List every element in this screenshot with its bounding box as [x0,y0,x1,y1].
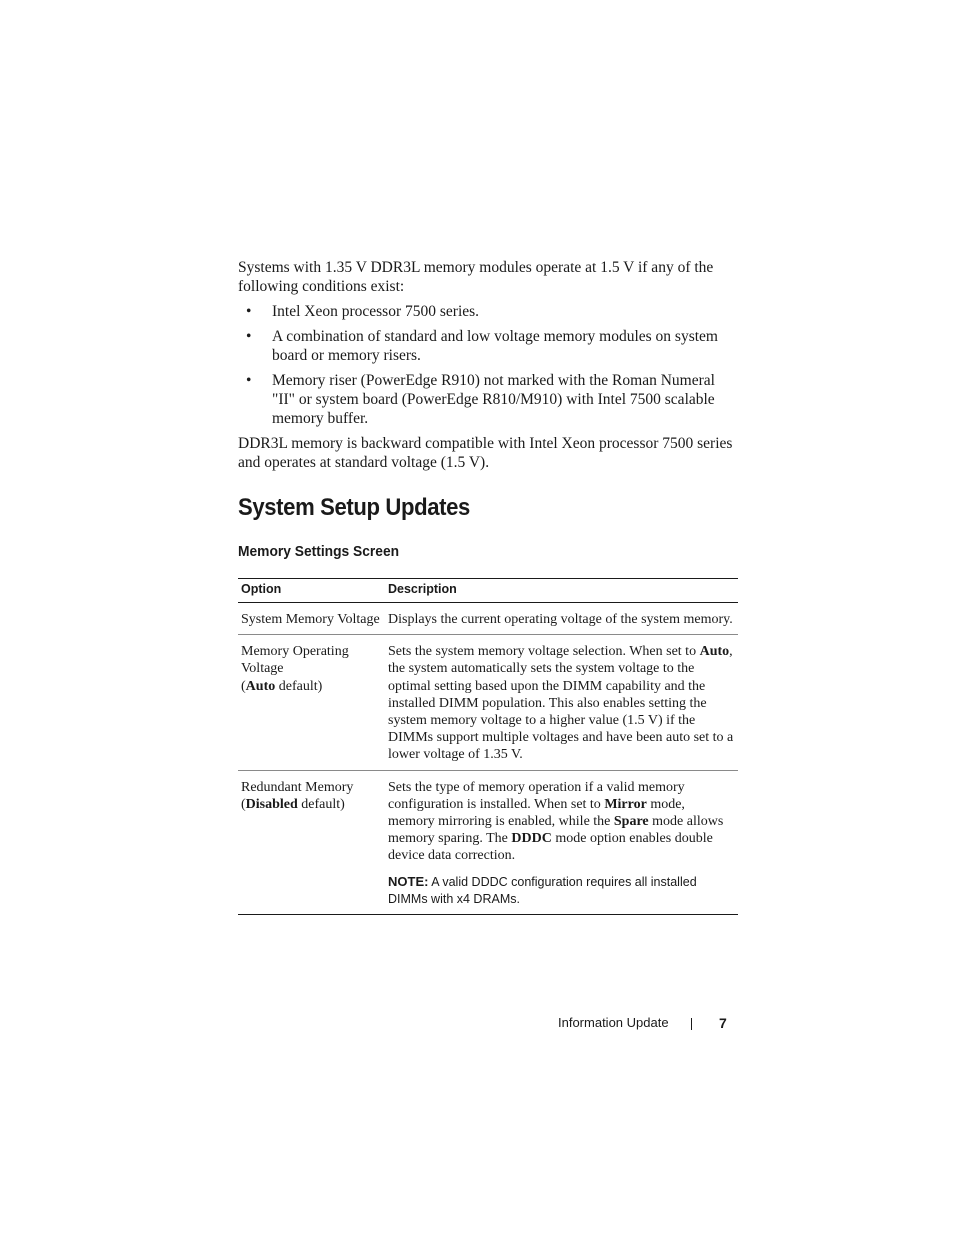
list-item [238,327,738,365]
description-text: , the system automatically sets the system voltage to the optimal setting based upon the DIMM capability and the installed DIMM population. This also enables setting the system memory voltage to a higher value (1.5 V) if the DIMMs support multiple voltages and have been auto set to a lower voltage of 1.35 V. [388,644,734,763]
description-keyword: DDDC [511,831,552,847]
table-header-row [238,579,738,603]
list-item-text: Intel Xeon processor 7500 series. [272,303,480,320]
option-default-open: ( [241,796,246,812]
section-heading: System Setup Updates [238,494,470,521]
note-block [388,873,735,908]
description-cell [385,770,738,914]
description-text: Sets the system memory voltage selection. When set to [388,644,700,660]
conditions-list [238,302,738,428]
description-text: Sets the type of memory operation if a valid memory configuration is installed. When set to [388,779,685,812]
page-footer [558,1015,727,1031]
list-item-text: Memory riser (PowerEdge R910) not marked with the Roman Numeral "II" or system board (PowerEdge R810/M910) with Intel 7500 scalable memory buffer. [272,372,715,427]
column-header-description: Description [385,579,738,603]
description-text: mode, memory mirroring is enabled, while the [388,796,685,830]
option-name: System Memory Voltage [241,612,380,627]
bullet-icon: • [246,372,252,389]
option-cell [238,603,385,635]
option-name: Redundant Memory [241,779,354,795]
option-default-open: ( [241,678,246,694]
bullet-icon: • [246,303,252,320]
list-item [238,302,738,321]
memory-settings-table [238,578,738,915]
intro-paragraph: Systems with 1.35 V DDR3L memory modules operate at 1.5 V if any of the following conditions exist: [238,259,714,295]
description-text: mode option enables double device data correction. [388,831,713,864]
description-keyword: Mirror [604,796,647,812]
option-default-rest: default) [297,796,345,812]
table-row [238,770,738,914]
option-cell [238,635,385,770]
list-item-text: A combination of standard and low voltage memory modules on system board or memory risers. [272,328,718,364]
page-content [238,258,738,915]
footer-section-title: Information Update [558,1015,669,1030]
description-cell [385,635,738,770]
table-row [238,603,738,635]
list-item [238,371,738,428]
bullet-icon: • [246,328,252,345]
description-keyword: Auto [699,644,730,660]
option-cell [238,770,385,914]
option-default-value: Disabled [245,796,298,812]
option-default-value: Auto [245,678,276,694]
subsection-heading: Memory Settings Screen [238,543,400,560]
page-number: 7 [719,1015,727,1031]
description-keyword: Spare [613,814,649,830]
table-row [238,635,738,770]
footer-divider [691,1018,692,1030]
option-name: Memory Operating Voltage [241,644,349,677]
column-header-option: Option [238,579,385,603]
option-default-rest: default) [275,678,323,694]
description-cell [385,603,738,635]
description-text: mode allows memory sparing. The [388,814,724,847]
description-block [388,779,735,865]
note-label: NOTE: [388,873,429,889]
description-text: Displays the current operating voltage of the system memory. [388,612,733,627]
note-text: A valid DDDC configuration requires all installed DIMMs with x4 DRAMs. [388,874,697,906]
compatibility-paragraph: DDR3L memory is backward compatible with Intel Xeon processor 7500 series and operates at standard voltage (1.5 V). [238,435,733,471]
